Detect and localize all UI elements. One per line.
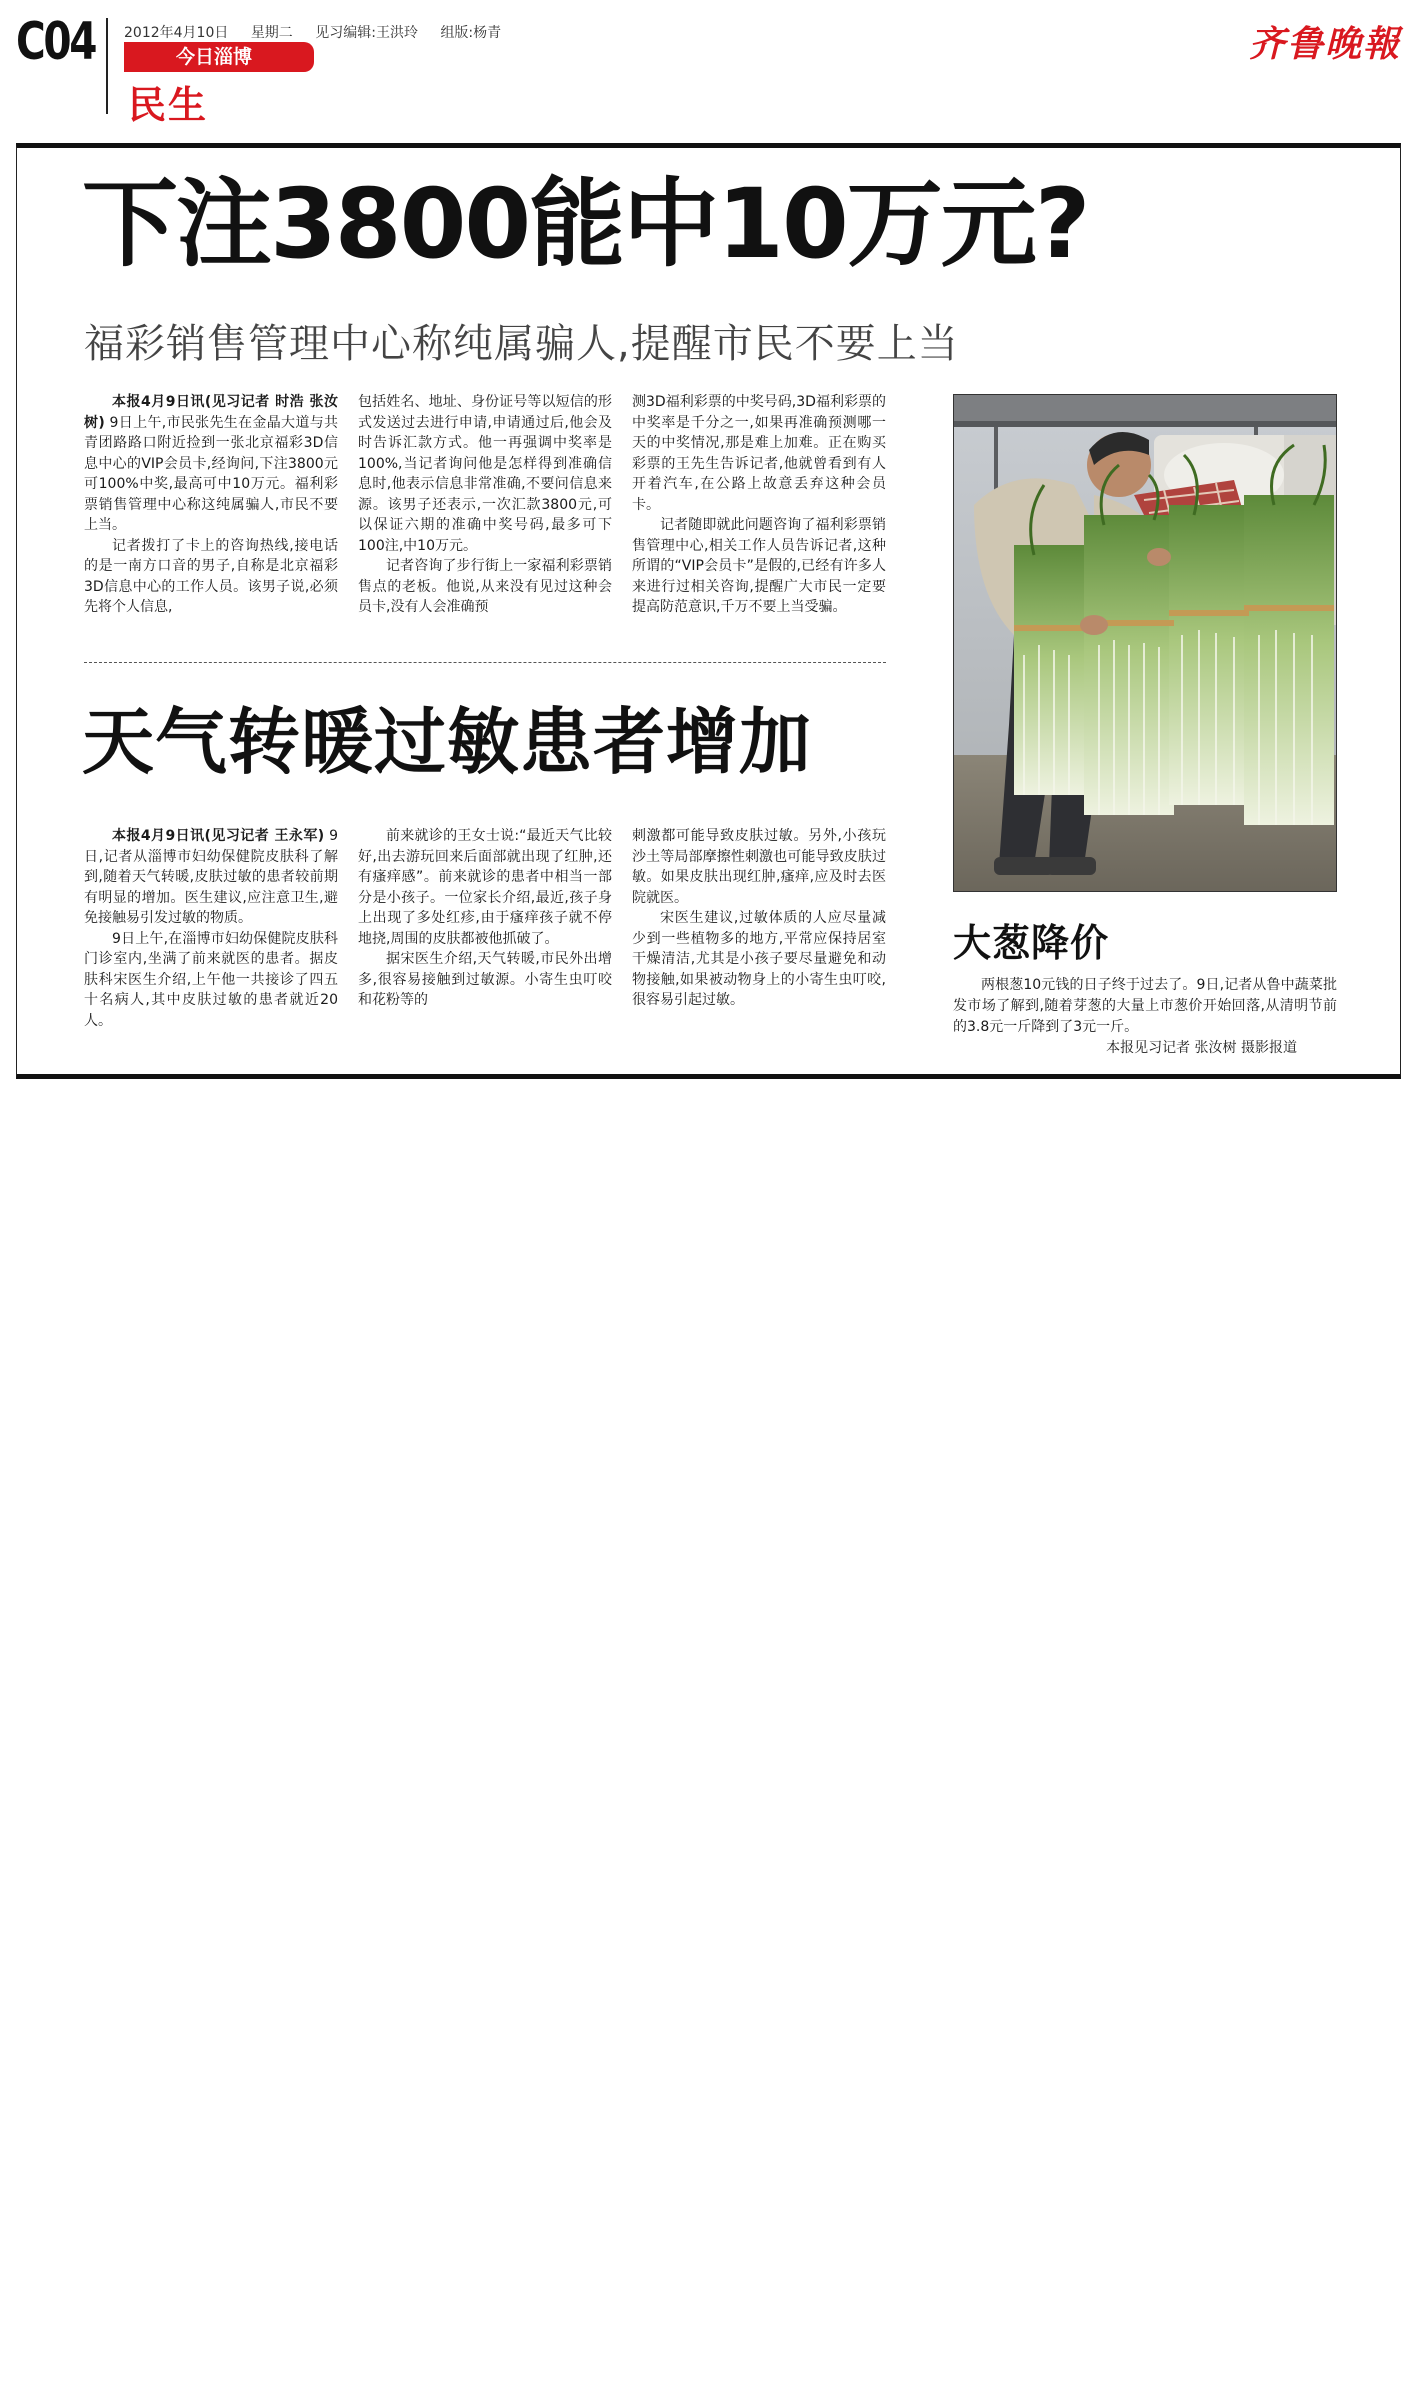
news-photo <box>953 394 1337 892</box>
article2-paragraph: 本报4月9日讯(见习记者 王永军) 9日,记者从淄博市妇幼保健院皮肤科了解到,随着天气转暖,皮肤过敏的患者较前期有明显的增加。医生建议,应注意卫生,避免接触易引发过敏的物质。 <box>84 828 338 926</box>
article2-column-3 <box>632 826 886 1011</box>
article1-paragraph: 测3D福利彩票的中奖号码,3D福利彩票的中奖率是千分之一,如果再准确预测哪一天的中奖情况,那是难上加难。正在购买彩票的王先生告诉记者,他就曾看到有人开着汽车,在公路上故意丢弃这种会员卡。 <box>632 394 886 513</box>
photo-credit: 本报见习记者 张汝树 摄影报道 <box>1106 1040 1297 1056</box>
article2-headline: 天气转暖过敏患者增加 <box>82 700 813 784</box>
page-number: C04 <box>16 12 96 72</box>
article1-column-3 <box>632 392 886 618</box>
article1-lead: 本报4月9日讯(见习记者 时浩 张汝树) <box>84 394 338 431</box>
section-banner: 今日淄博 <box>124 42 314 72</box>
article1-paragraph: 记者随即就此问题咨询了福利彩票销售管理中心,相关工作人员告诉记者,这种所谓的“VIP会员卡”是假的,已经有许多人来进行过相关咨询,提醒广大市民一定要提高防范意识,千万不要上当受骗。 <box>632 517 886 615</box>
article1-paragraph: 记者咨询了步行街上一家福利彩票销售点的老板。他说,从来没有见过这种会员卡,没有人会准确预 <box>358 558 612 615</box>
article2-paragraph: 前来就诊的王女士说:“最近天气比较好,出去游玩回来后面部就出现了红肿,还有瘙痒感”。前来就诊的患者中相当一部分是小孩子。一位家长介绍,最近,孩子身上出现了多处红疹,由于瘙痒孩子就不停地挠,周围的皮肤都被他抓破了。 <box>358 828 612 947</box>
article1-paragraph: 本报4月9日讯(见习记者 时浩 张汝树) 9日上午,市民张先生在金晶大道与共青团路路口附近捡到一张北京福彩3D信息中心的VIP会员卡,经询问,下注3800元可100%中奖,最高可中10万元。福利彩票销售管理中心称这纯属骗人,市民不要上当。 <box>84 394 339 533</box>
article2-lead: 本报4月9日讯(见习记者 王永军) <box>112 828 325 844</box>
newspaper-logo: 齐鲁晚報 <box>1248 23 1401 65</box>
article2-column-2 <box>358 826 612 1011</box>
article1-paragraph: 包括姓名、地址、身份证号等以短信的形式发送过去进行申请,申请通过后,他会及时告诉汇款方式。他一再强调中奖率是100%,当记者询问他是怎样得到准确信息时,他表示信息非常准确,不要问信息来源。该男子还表示,一次汇款3800元,可以保证六期的准确中奖号码,最多可下100注,中10万元。 <box>358 394 612 554</box>
article2-paragraph: 刺激都可能导致皮肤过敏。另外,小孩玩沙土等局部摩擦性刺激也可能导致皮肤过敏。如果皮肤出现红肿,瘙痒,应及时去医院就医。 <box>632 828 886 906</box>
issue-weekday: 星期二 <box>250 25 293 41</box>
article1-paragraph: 记者拨打了卡上的咨询热线,接电话的是一南方口音的男子,自称是北京福彩3D信息中心的工作人员。该男子说,必须先将个人信息, <box>84 537 338 615</box>
photo-title: 大葱降价 <box>953 921 1110 965</box>
article1-subhead: 福彩销售管理中心称纯属骗人,提醒市民不要上当 <box>84 321 959 367</box>
photo-caption-text: 两根葱10元钱的日子终于过去了。9日,记者从鲁中蔬菜批发市场了解到,随着芽葱的大量上市葱价开始回落,从清明节前的3.8元一斤降到了3元一斤。 <box>953 977 1337 1035</box>
layout-credit: 组版:杨青 <box>440 25 502 41</box>
header-divider <box>106 18 108 114</box>
section-title: 民生 <box>128 83 209 127</box>
article-divider <box>84 662 886 663</box>
article1-column-1 <box>84 392 338 618</box>
article1-column-2 <box>358 392 612 618</box>
article1-headline: 下注3800能中10万元? <box>82 168 1089 280</box>
article2-paragraph: 宋医生建议,过敏体质的人应尽量减少到一些植物多的地方,平常应保持居室干燥清洁,尤其是小孩子要尽量避免和动物接触,如果被动物身上的小寄生虫叮咬,很容易引起过敏。 <box>632 910 886 1008</box>
green-onion-market-photo <box>954 395 1337 892</box>
issue-date: 2012年4月10日 <box>124 25 229 41</box>
header-meta <box>124 22 519 42</box>
article2-paragraph: 据宋医生介绍,天气转暖,市民外出增多,很容易接触到过敏源。小寄生虫叮咬和花粉等的 <box>358 951 612 1008</box>
article2-column-1 <box>84 826 338 1031</box>
photo-caption <box>953 975 1337 1059</box>
editor-credit: 见习编辑:王洪玲 <box>315 25 418 41</box>
article2-paragraph: 9日上午,在淄博市妇幼保健院皮肤科门诊室内,坐满了前来就医的患者。据皮肤科宋医生介绍,上午他一共接诊了四五十名病人,其中皮肤过敏的患者就近20人。 <box>84 930 338 1029</box>
